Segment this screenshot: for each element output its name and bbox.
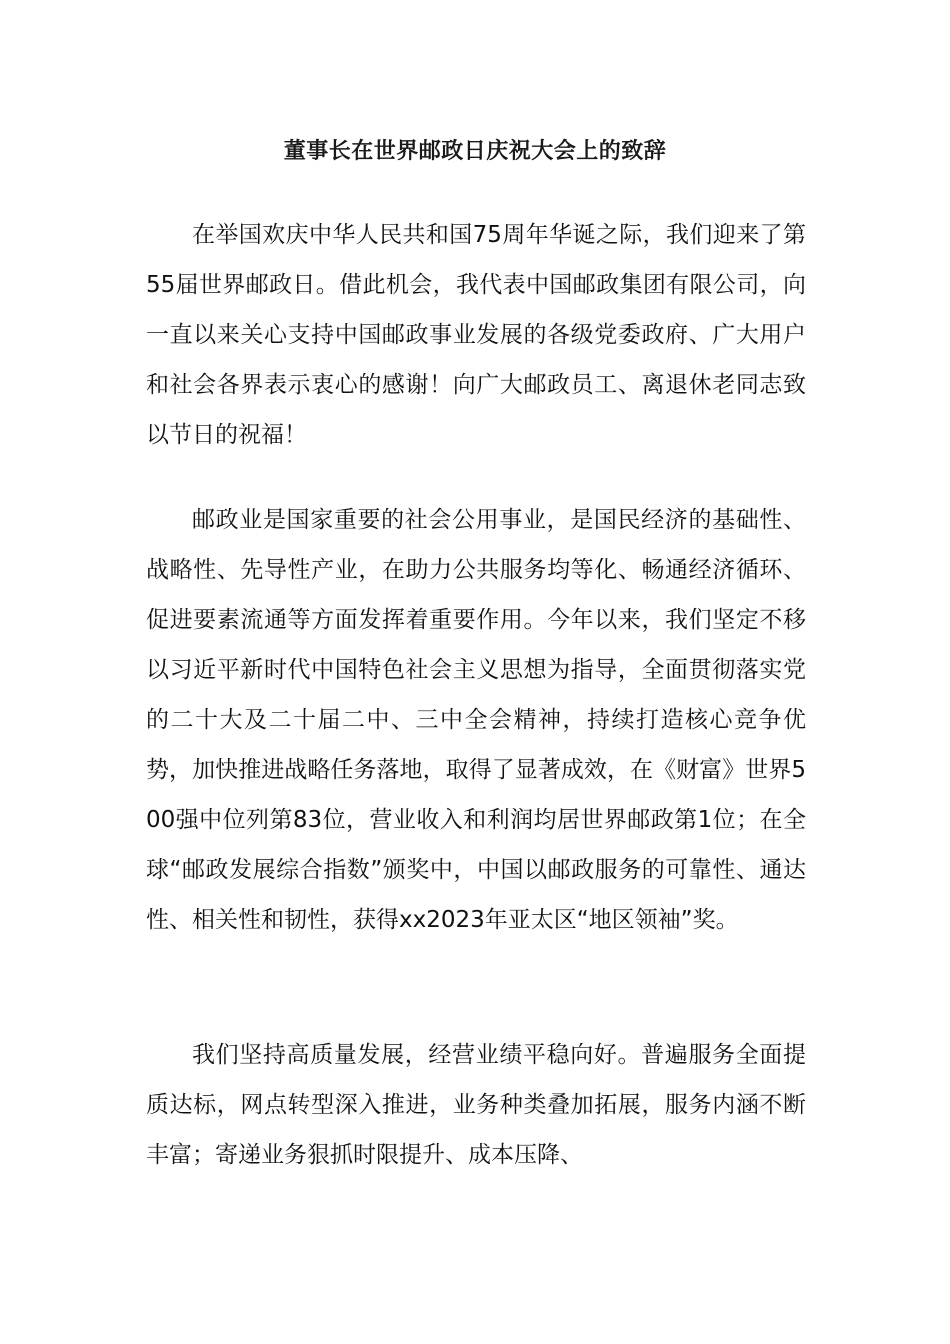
paragraph-1: 在举国欢庆中华人民共和国75周年华诞之际，我们迎来了第55届世界邮政日。借此机会，我代表中国邮政集团有限公司，向一直以来关心支持中国邮政事业发展的各级党委政府、广大用户和社会各界表示衷心的感谢！向广大邮政员工、离退休老同志致以节日的祝福！ [146,222,806,448]
paragraph-2: 邮政业是国家重要的社会公用事业，是国民经济的基础性、战略性、先导性产业，在助力公共服务均等化、畅通经济循环、促进要素流通等方面发挥着重要作用。今年以来，我们坚定不移以习近平新时代中国特色社会主义思想为指导，全面贯彻落实党的二十大及二十届二中、三中全会精神，持续打造核心竞争优势，加快推进战略任务落地，取得了显著成效，在《财富》世界500强中位列第83位，营业收入和利润均居世界邮政第1位；在全球“邮政发展综合指数”颁奖中，中国以邮政服务的可靠性、通达性、相关性和韧性，获得xx2023年亚太区“地区领袖”奖。 [146,507,806,933]
document-title: 董事长在世界邮政日庆祝大会上的致辞 [283,139,667,164]
paragraph-3: 我们坚持高质量发展，经营业绩平稳向好。普遍服务全面提质达标，网点转型深入推进，业务种类叠加拓展，服务内涵不断丰富；寄递业务狠抓时限提升、成本压降、 [146,1042,806,1168]
